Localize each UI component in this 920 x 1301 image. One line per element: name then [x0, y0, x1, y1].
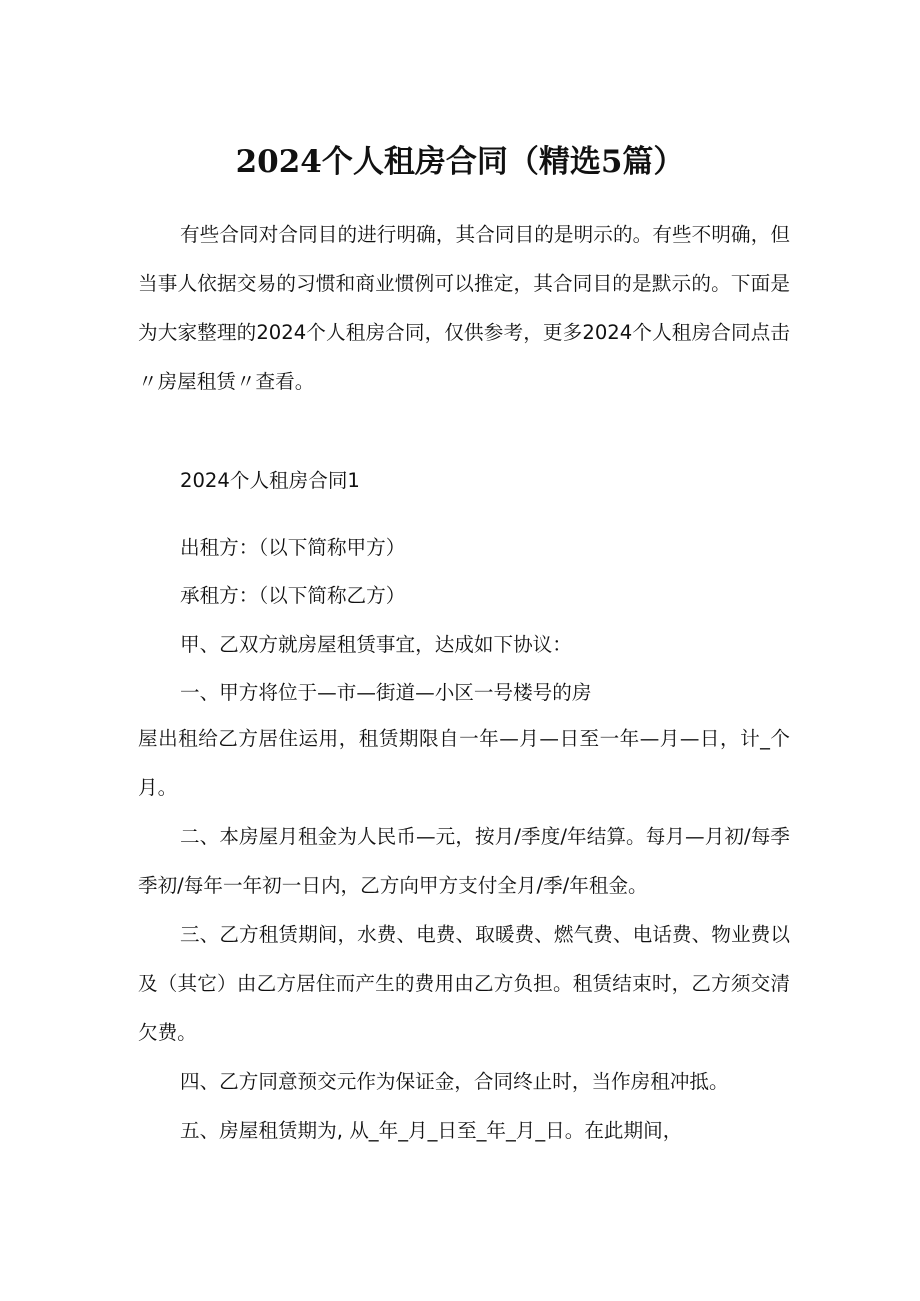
clause-2: 二、本房屋月租金为人民币—元，按月/季度/年结算。每月—月初/每季季初/每年一年初一日内，乙方向甲方支付全月/季/年租金。 [138, 825, 790, 897]
lessor-line: 出租方：（以下简称甲方） [180, 536, 406, 559]
document-title: 2024个人租房合同（精选5篇） [235, 144, 685, 180]
clause-1-first-line: 一、甲方将位于—市—街道—小区一号楼号的房 [180, 681, 592, 704]
clause-5: 五、房屋租赁期为, 从_年_月_日至_年_月_日。在此期间， [180, 1119, 683, 1142]
intro-paragraph: 有些合同对合同目的进行明确，其合同目的是明示的。有些不明确，但当事人依据交易的习惯和商业惯例可以推定，其合同目的是默示的。下面是为大家整理的2024个人租房合同，仅供参考，更多2024个人租房合同点击〃房屋租赁〃查看。 [138, 223, 790, 393]
clause-3: 三、乙方租赁期间，水费、电费、取暖费、燃气费、电话费、物业费以及（其它）由乙方居住而产生的费用由乙方负担。租赁结束时，乙方须交清欠费。 [138, 923, 790, 1044]
lessee-line: 承租方：（以下简称乙方） [180, 584, 406, 607]
clause-4: 四、乙方同意预交元作为保证金，合同终止时，当作房租冲抵。 [180, 1070, 729, 1093]
section-heading: 2024个人租房合同1 [180, 469, 360, 492]
clause-1-continuation: 屋出租给乙方居住运用，租赁期限自一年—月—日至一年—月—日，计_个月。 [138, 727, 790, 799]
agreement-intro: 甲、乙双方就房屋租赁事宜，达成如下协议： [180, 633, 572, 656]
